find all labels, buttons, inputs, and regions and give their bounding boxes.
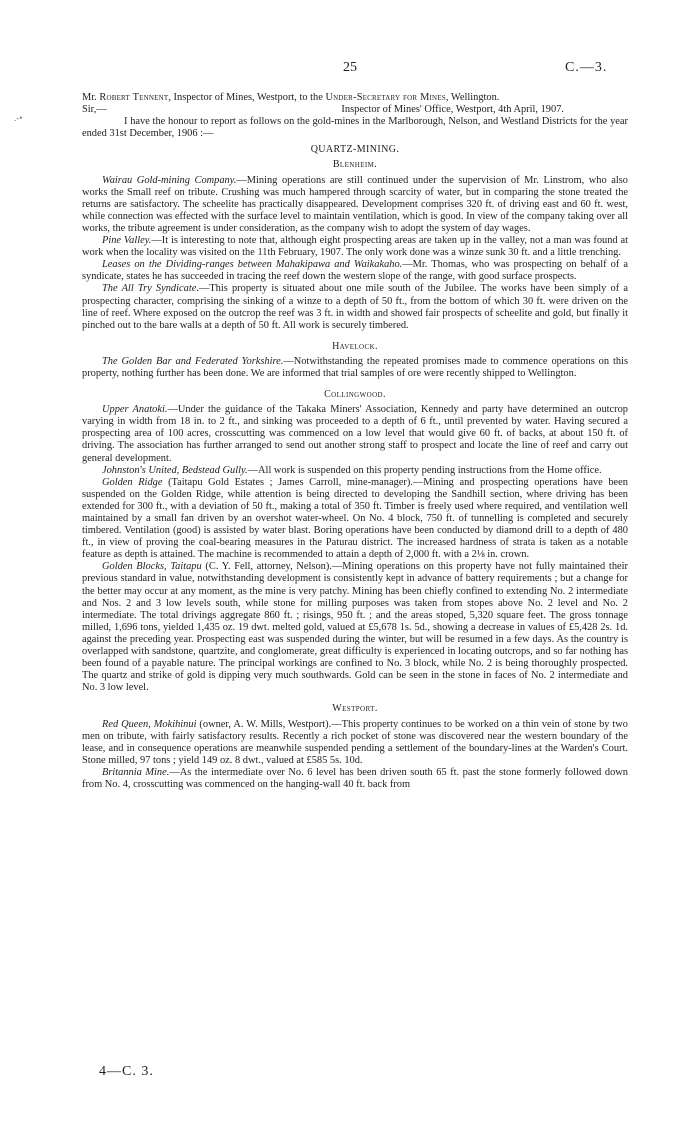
office-dateline: Inspector of Mines' Office, Westport, 4th April, 1907. <box>341 104 564 116</box>
address-line: Mr. Robert Tennent, Inspector of Mines, Westport, to the Under-Secretary for Mines, Wellington. <box>82 92 500 103</box>
salutation: Sir,— <box>82 104 107 116</box>
margin-mark: .-• <box>14 113 23 123</box>
paragraph-golden-ridge <box>82 477 628 562</box>
page-header <box>0 62 700 78</box>
paragraph-title: Red Queen, Mokihinui <box>102 718 197 730</box>
paragraph-golden-blocks <box>82 561 628 694</box>
paragraph-red-queen <box>82 719 628 767</box>
page-reference: C.—3. <box>565 60 608 75</box>
paragraph-text: (C. Y. Fell, attorney, Nelson).—Mining operations on this property have not fully maintained their previous standard in value, notwithstanding development is consistently kept in advance of battery requirements ; but a change for the better may occur at any moment, as the mine is very patchy. Mining has been chiefly confined to extending No. 2 intermediate and Nos. 2 and 3 low levels south, while stone for milling purposes was taken from stopes above No. 2 level and No. 2 intermediate. The total drivings aggregate 860 ft. ; risings, 950 ft. ; and the areas stoped, 5,320 square feet. The gross tonnage milled, 1,696 tons, yielded 1,435 oz. 19 dwt. melted gold, valued at £5,678 1s. 5d., showing a decrease in values of £5,428 2s. 1d. against the preceding year. Prospecting east was suspended during the winter, but will be resumed in a few days. As the country is overlapped with sandstone, quartzite, and conglomerate, great difficulty is experienced in locating outcrops, and so far nothing has been found of a payable nature. The principal workings are confined to No. 3 block, while No. 2 is being thoroughly prospected. The quartz and strike of gold is dipping very much southwards. Gold can be seen in the stone in faces of No. 2 intermediate and No. 3 low level. <box>82 561 628 694</box>
paragraph-title: The All Try Syndicate. <box>102 283 199 295</box>
paragraph-upper-anatoki <box>82 404 628 464</box>
paragraph-title: Upper Anatoki. <box>102 404 168 416</box>
paragraph-text: —All work is suspended on this property pending instructions from the Home office. <box>247 464 602 476</box>
paragraph-text: (Taitapu Gold Estates ; James Carroll, mine-manager).—Mining and prospecting operations have been suspended on the Golden Ridge, while attention is being directed to developing the Sandhill section, where driving has been extended for 300 ft., with a deviation of 50 ft., making a total of 350 ft. Timber is freely used where required, and ventilation well maintained by a small fan driven by an overshot water-wheel. On No. 4 block, 750 ft. of tunnelling is completed and securely timbered. Ventilation (good) is assisted by water blast. Boring operations have been conducted by diamond drill to a depth of 480 ft., in view of proving the coal-bearing measures in the Paturau district. The increased hardness of strata is taken as a notable feature as depth is attained. The machine is recommended to attain a depth of 2,000 ft. with a 2⅛ in. crown. <box>82 476 628 561</box>
signature-footer: 4—C. 3. <box>99 1064 154 1079</box>
paragraph-text: —As the intermediate over No. 6 level has been driven south 65 ft. past the stone formerly followed down from No. 4, crosscutting was commenced on the hanging-wall 40 ft. back from <box>82 766 628 790</box>
paragraph-title: Johnston's United, Bedstead Gully. <box>102 464 248 476</box>
section-heading-blenheim: Blenheim. <box>332 159 378 171</box>
paragraph-text: —Notwithstanding the repeated promises made to commence operations on this property, nothing further has been done. We are informed that trial samples of ore were recently shipped to Wellington. <box>82 355 628 379</box>
paragraph-title: Wairau Gold-mining Company. <box>102 174 237 186</box>
page-number: 25 <box>343 60 357 75</box>
paragraph-title: The Golden Bar and Federated Yorkshire. <box>102 355 284 367</box>
section-heading-quartz-mining: QUARTZ-MINING. <box>310 144 400 156</box>
paragraph-britannia <box>82 767 628 791</box>
paragraph-leases <box>82 259 628 283</box>
paragraph-title: Leases on the Dividing-ranges between Mahakipawa and Waikakaho. <box>102 259 403 271</box>
paragraph-text: (owner, A. W. Mills, Westport).—This property continues to be worked on a thin vein of stone by two men on tribute, with fairly satisfactory results. Recently a rich pocket of stone was discovered near the western boundary of the lease, and in consequence operations are meanwhile suspended pending a settlement of the boundary-lines at the Warden's Court. Stone milled, 97 tons ; yield 149 oz. 8 dwt., valued at £585 5s. 10d. <box>82 718 628 766</box>
paragraph-golden-bar <box>82 356 628 380</box>
report-body <box>82 92 628 791</box>
paragraph-title: Pine Valley. <box>102 235 152 247</box>
paragraph-text: —It is interesting to note that, although eight prospecting areas are taken up in the valley, not a man was found at work when the locality was visited on the 11th February, 1907. The only work done was a winze sunk 30 ft. and a little trenching. <box>82 235 628 259</box>
paragraph-wairau <box>82 175 628 235</box>
paragraph-text: —Under the guidance of the Takaka Miners' Association, Kennedy and party have determined an outcrop varying in width from 18 in. to 2 ft., and sinking was proceeded to a depth of 6 ft., until prevented by water. Having secured a prospecting area of 100 acres, crosscutting was commenced on a low level that would give 60 ft. of backs, at about 150 ft. of driving. The association has further arranged to send out another strong staff to prospect and locate the line of reef and carry out general development. <box>82 404 628 464</box>
paragraph-title: Golden Ridge <box>102 476 163 488</box>
section-heading-havelock: Havelock. <box>332 340 378 352</box>
paragraph-pine-valley <box>82 235 628 259</box>
paragraph-title: Golden Blocks, Taitapu <box>102 561 202 573</box>
paragraph-johnston <box>82 465 628 477</box>
paragraph-text: —This property is situated about one mile south of the Jubilee. The works have been simply of a prospecting character, comprising the sinking of a winze to a depth of 50 ft., from the bottom of which 30 ft. were driven on the line of reef. Where exposed on the outcrop the reef was 3 ft. in width and showed fair prospects of scheelite and gold, but finally it pinched out to the bare walls at a depth of 50 ft. All work is securely timbered. <box>82 283 628 331</box>
section-heading-collingwood: Collingwood. <box>324 389 386 401</box>
salutation-row <box>82 104 628 116</box>
section-heading-westport: Westport. <box>332 703 378 715</box>
paragraph-text: —Mr. Thomas, who was prospecting on behalf of a syndicate, states he has succeeded in tracing the reef down the western slope of the range, with good surface prospects. <box>82 259 628 283</box>
intro-paragraph: I have the honour to report as follows on the gold-mines in the Marlborough, Nelson, and Westland Districts for the year ended 31st December, 1906 :— <box>82 116 628 140</box>
paragraph-text: —Mining operations are still continued under the supervision of Mr. Linstrom, who also works the Small reef on tribute. Crushing was much hampered through scarcity of water, but in comparing the stone treated the returns are satisfactory. The scheelite has practically disappeared. Development comprises 320 ft. of driving east and 60 ft. west, while connection was effected with the surface level to maintain ventilation, which is good. In view of the company taking over all works, the tribute agreement is under consideration, as the company wish to adopt the system of day wages. <box>82 174 628 234</box>
paragraph-title: Britannia Mine. <box>102 766 170 778</box>
paragraph-all-try <box>82 283 628 331</box>
